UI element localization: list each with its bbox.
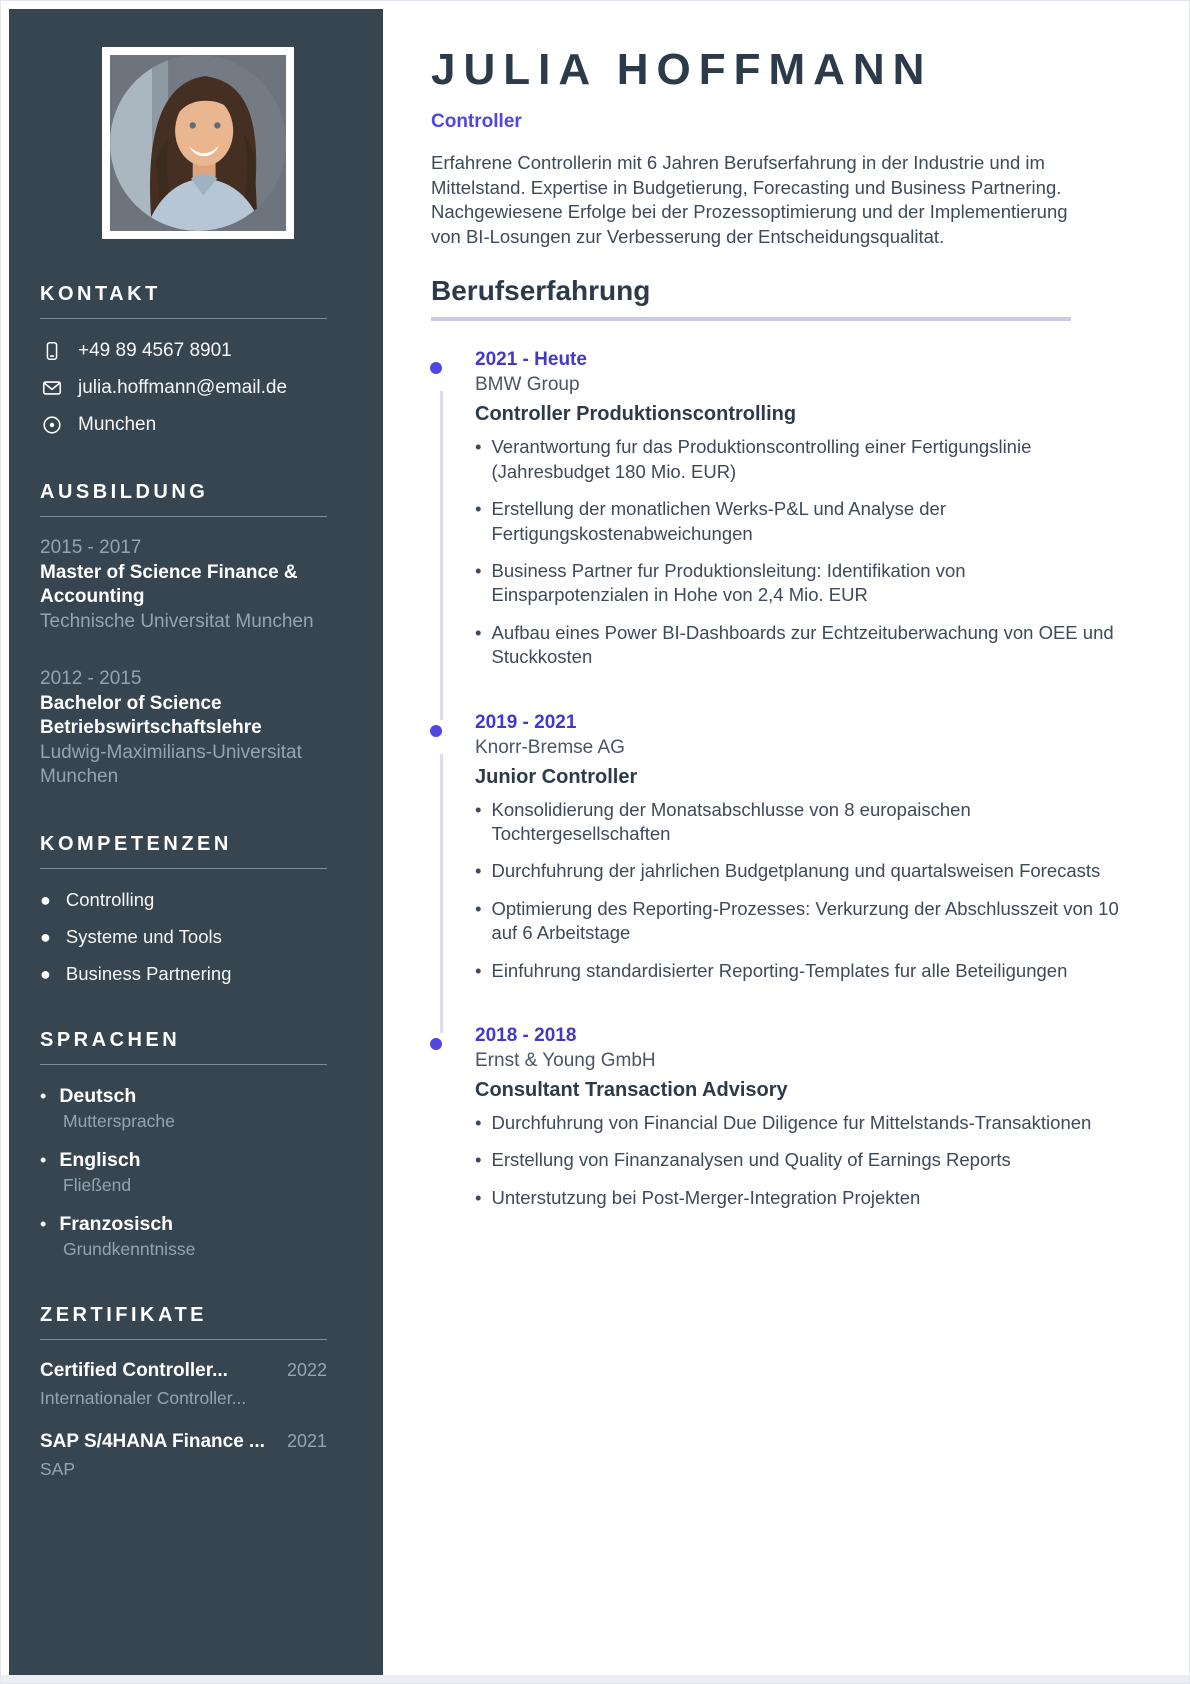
sidebar-section-ausbildung xyxy=(40,481,327,789)
certificate-issuer: Internationaler Controller... xyxy=(40,1388,247,1409)
language-item xyxy=(40,1213,327,1260)
job-role: Controller Produktionscontrolling xyxy=(475,403,797,426)
bullet-icon: • xyxy=(475,897,482,919)
education-degree: Master of Science Finance & Accounting xyxy=(40,562,298,608)
ausbildung-title: AUSBILDUNG xyxy=(40,481,209,503)
email-icon xyxy=(40,376,64,400)
bullet-icon: • xyxy=(475,959,482,981)
skill-label: Business Partnering xyxy=(65,963,232,985)
sidebar-section-kontakt xyxy=(40,283,327,437)
job-bullet xyxy=(475,959,1120,983)
certificate-name: Certified Controller... xyxy=(40,1360,228,1382)
job-bullet xyxy=(475,1186,1120,1210)
bullet-icon: ● xyxy=(40,964,51,985)
language-name: Deutsch xyxy=(59,1085,137,1108)
contact-phone xyxy=(40,339,327,363)
experience-heading: Berufserfahrung xyxy=(431,275,651,307)
job-bullet xyxy=(475,1111,1120,1135)
bullet-icon: • xyxy=(475,1149,482,1171)
skill-item xyxy=(40,889,327,911)
certificate-item xyxy=(40,1360,327,1409)
location-icon xyxy=(40,413,64,437)
bullet-icon: • xyxy=(475,560,482,581)
contact-location xyxy=(40,413,327,437)
job-bullet-text: Verantwortung fur das Produktionscontrolling einer Fertigungslinie (Jahresbudget 180 Mio. EUR) xyxy=(491,436,1032,482)
job-dates: 2018 - 2018 xyxy=(475,1025,577,1047)
job-bullet xyxy=(475,1148,1120,1172)
job-bullet-text: Erstellung von Finanzanalysen und Quality of Earnings Reports xyxy=(491,1149,1011,1171)
job-entry xyxy=(441,712,1131,1025)
location-text: Munchen xyxy=(78,414,157,435)
education-degree: Bachelor of Science Betriebswirtschaftslehre xyxy=(40,692,262,739)
job-bullet xyxy=(475,435,1120,484)
section-divider xyxy=(40,1064,327,1065)
education-school: Technische Universitat Munchen xyxy=(40,610,314,632)
experience-divider xyxy=(431,317,1071,321)
education-school: Ludwig-Maximilians-Universitat Munchen xyxy=(40,741,302,787)
job-bullet xyxy=(475,798,1120,847)
email-address: julia.hoffmann@email.de xyxy=(78,377,288,398)
kontakt-title: KONTAKT xyxy=(40,283,161,305)
job-bullet-text: Optimierung des Reporting-Prozesses: Verkurzung der Abschlusszeit von 10 auf 6 Arbeitstage xyxy=(491,897,1119,944)
job-bullet-text: Erstellung der monatlichen Werks-P&L und Analyse der Fertigungskostenabweichungen xyxy=(491,498,946,544)
timeline-marker-icon xyxy=(430,1038,442,1050)
profile-photo-container xyxy=(40,47,355,239)
bullet-icon: • xyxy=(475,621,482,643)
job-entry xyxy=(441,1025,1131,1210)
job-bullet-text: Business Partner fur Produktionsleitung: Identifikation von Einsparpotenzialen in Hohe von 2,4 Mio. EUR xyxy=(491,560,966,606)
contact-email xyxy=(40,376,327,400)
job-bullet xyxy=(475,559,1120,608)
job-company: BMW Group xyxy=(475,374,580,396)
education-dates: 2015 - 2017 xyxy=(40,537,142,558)
timeline-connector xyxy=(440,754,443,1033)
education-dates: 2012 - 2015 xyxy=(40,667,142,689)
sidebar xyxy=(9,9,383,1675)
education-item xyxy=(40,668,327,789)
sidebar-section-kompetenzen xyxy=(40,833,327,985)
timeline-marker-icon xyxy=(430,725,442,737)
main-content xyxy=(383,9,1181,1675)
bullet-icon: • xyxy=(475,1112,482,1134)
language-item xyxy=(40,1085,327,1132)
job-title: Controller xyxy=(431,111,522,132)
section-divider xyxy=(40,318,327,319)
phone-number: +49 89 4567 8901 xyxy=(78,340,232,361)
profile-photo xyxy=(102,47,294,239)
section-divider xyxy=(40,516,327,517)
education-item xyxy=(40,537,327,634)
job-dates: 2021 - Heute xyxy=(475,349,587,371)
bullet-icon: ● xyxy=(40,890,51,911)
job-company: Ernst & Young GmbH xyxy=(475,1050,656,1072)
skill-label: Systeme und Tools xyxy=(65,926,222,948)
zertifikate-title: ZERTIFIKATE xyxy=(40,1304,208,1327)
bullet-icon: • xyxy=(475,436,482,458)
certificate-year: 2022 xyxy=(286,1360,327,1381)
kompetenzen-title: KOMPETENZEN xyxy=(40,833,232,856)
phone-icon xyxy=(40,339,64,363)
certificate-name: SAP S/4HANA Finance ... xyxy=(40,1431,265,1453)
resume-frame xyxy=(1,1,1189,1675)
bullet-icon: • xyxy=(475,498,482,520)
skill-item xyxy=(40,963,327,985)
experience-timeline xyxy=(431,349,1131,1210)
sprachen-title: SPRACHEN xyxy=(40,1029,181,1052)
sidebar-section-zertifikate xyxy=(40,1304,327,1480)
language-level: Muttersprache xyxy=(63,1111,175,1132)
job-role: Consultant Transaction Advisory xyxy=(475,1079,788,1102)
section-divider xyxy=(40,1339,327,1340)
language-name: Englisch xyxy=(59,1149,141,1172)
certificate-year: 2021 xyxy=(286,1431,327,1452)
profile-summary: Erfahrene Controllerin mit 6 Jahren Berufserfahrung in der Industrie und im Mittelstand. Expertise in Budgetierung, Forecasting und Business Partnering. Nachgewiesene Erfolge bei der Prozessoptimierung und der Implementierung von BI-Losungen zur Verbesserung der Entscheidungsqualitat. xyxy=(431,152,1068,247)
person-name: JULIA HOFFMANN xyxy=(431,45,933,94)
certificate-item xyxy=(40,1431,327,1480)
job-bullet-text: Unterstutzung bei Post-Merger-Integration Projekten xyxy=(491,1186,921,1208)
language-item xyxy=(40,1149,327,1196)
job-entry xyxy=(441,349,1131,711)
certificate-issuer: SAP xyxy=(40,1459,76,1480)
page-bottom-edge xyxy=(1,1675,1189,1683)
timeline-connector xyxy=(440,391,443,719)
bullet-icon: • xyxy=(475,1186,482,1208)
language-name: Franzosisch xyxy=(59,1213,174,1236)
bullet-icon: • xyxy=(40,1086,47,1107)
job-bullet-text: Einfuhrung standardisierter Reporting-Templates fur alle Beteiligungen xyxy=(491,959,1068,981)
bullet-icon: • xyxy=(475,860,482,882)
language-level: Fließend xyxy=(63,1175,132,1196)
bullet-icon: • xyxy=(40,1150,47,1171)
job-bullet xyxy=(475,859,1120,883)
bullet-icon: • xyxy=(475,798,482,820)
job-dates: 2019 - 2021 xyxy=(475,711,577,733)
job-role: Junior Controller xyxy=(475,765,638,788)
bullet-icon: ● xyxy=(40,927,51,948)
portrait-illustration xyxy=(110,55,286,231)
job-bullet-text: Durchfuhrung der jahrlichen Budgetplanung und quartalsweisen Forecasts xyxy=(491,860,1101,882)
timeline-marker-icon xyxy=(430,362,442,374)
job-bullet-text: Aufbau eines Power BI-Dashboards zur Echtzeituberwachung von OEE und Stuckkosten xyxy=(491,621,1114,668)
skill-label: Controlling xyxy=(65,889,155,911)
skill-item xyxy=(40,926,327,948)
job-bullet xyxy=(475,621,1120,670)
job-company: Knorr-Bremse AG xyxy=(475,736,625,758)
job-bullet xyxy=(475,897,1120,946)
job-bullet xyxy=(475,497,1120,546)
sidebar-section-sprachen xyxy=(40,1029,327,1260)
language-level: Grundkenntnisse xyxy=(63,1239,196,1260)
job-bullet-text: Konsolidierung der Monatsabschlusse von 8 europaischen Tochtergesellschaften xyxy=(491,798,971,845)
section-divider xyxy=(40,868,327,869)
job-bullet-text: Durchfuhrung von Financial Due Diligence fur Mittelstands-Transaktionen xyxy=(491,1112,1092,1134)
bullet-icon: • xyxy=(40,1214,47,1235)
